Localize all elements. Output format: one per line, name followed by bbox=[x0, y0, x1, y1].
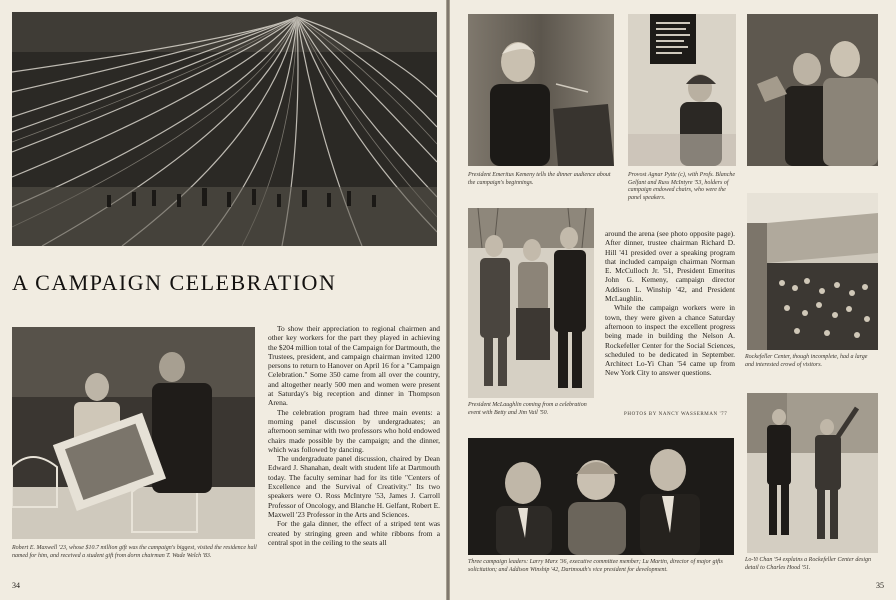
holders-photo bbox=[747, 14, 878, 166]
paragraph: To show their appreciation to regional chairmen and other key workers for the part they played in achieving the $204 million total of the Campaign for Dartmouth, the Trustees, president, and campaign chairman invited 1200 persons to return to Hanover on April 16 for a "Campaign Celebration." Some 350 came from all over the country, and altogether nearly 500 men and women were present at Saturday's big reception and dinner in Thompson Arena. bbox=[268, 324, 441, 408]
chan-caption: Lo-Yi Chan '54 explains a Rockefeller Center design detail to Charles Hood '51. bbox=[745, 557, 871, 571]
body-text-left bbox=[268, 324, 440, 547]
chan-photo bbox=[747, 393, 878, 553]
body-text-right bbox=[605, 229, 735, 378]
arena-photo bbox=[12, 12, 437, 246]
kemeny-photo bbox=[468, 14, 614, 166]
paragraph: The undergraduate panel discussion, chaired by Dean Edward J. Shanahan, dealt with student life at Dartmouth today. The faculty seminar had for its title "Centers of Excellence and the Survival of Creativity." Its two speakers were O. Ross McIntyre '53, James J. Carroll Professor of Oncology, and Blanche H. Gelfant, Robert E. Maxwell '23 Professor in the Arts and Sciences. bbox=[268, 454, 440, 519]
mclaughlin-caption: President McLaughlin coming from a celebration event with Betty and Jim Vail '50. bbox=[468, 402, 587, 416]
maxwell-caption: Robert E. Maxwell '23, whose $10.7 million gift was the campaign's biggest, visited the residence hall named for him, and received a student gift from dorm chairman T. Wade Welch '83. bbox=[12, 545, 257, 559]
leaders-caption: Three campaign leaders: Larry Marx '36, executive committee member; Lu Martin, director of major gifts solicitation; and Addison Winship '42, Dartmouth's vice president for development. bbox=[468, 559, 723, 573]
page-number-right: 35 bbox=[876, 581, 884, 590]
page-number-left: 34 bbox=[12, 581, 20, 590]
paragraph: The celebration program had three main events: a morning panel discussion by undergraduates; an afternoon seminar with two professors who hold endowed chairs made possible by the campaign; and the dinner, which was followed by dancing. bbox=[268, 407, 440, 454]
right-page bbox=[450, 0, 896, 600]
pytte-photo bbox=[628, 14, 736, 166]
kemeny-caption: President Emeritus Kemeny tells the dinner audience about the campaign's beginnings. bbox=[468, 172, 611, 186]
paragraph: For the gala dinner, the effect of a striped tent was created by stringing green and white ribbons from a central spot in the ceiling to the seats all bbox=[268, 519, 440, 547]
rockefeller-caption: Rockefeller Center, though incomplete, had a large and interested crowd of visitors. bbox=[745, 354, 868, 368]
paragraph: While the campaign workers were in town, they were given a chance Saturday afternoon to inspect the excellent progress being made in building the Nelson A. Rockefeller Center for the Social Sciences, scheduled to be dedicated in September. Architect Lo-Yi Chan '54 came up from New York City to answer questions. bbox=[605, 303, 735, 378]
paragraph: around the arena (see photo opposite page). After dinner, trustee chairman Richard D. Hill '41 presided over a speaking program that included campaign chairman Norman E. McCulloch Jr. '51, President Emeritus John G. Kemeny, campaign director Addison L. Winship '42, and President McLaughlin. bbox=[605, 229, 735, 304]
photo-credit: PHOTOS BY NANCY WASSERMAN '77 bbox=[624, 412, 728, 417]
mclaughlin-photo bbox=[468, 208, 594, 398]
left-page bbox=[0, 0, 446, 600]
headline: A CAMPAIGN CELEBRATION bbox=[12, 270, 337, 295]
maxwell-photo bbox=[12, 327, 255, 539]
pytte-caption: Provost Agnar Pytte (c), with Profs. Blanche Gelfant and Russ McIntyre '53, holders of campaign endowed chairs, who were the panel speakers. bbox=[628, 172, 736, 201]
rockefeller-interior-photo bbox=[747, 193, 878, 350]
leaders-photo bbox=[468, 438, 734, 555]
